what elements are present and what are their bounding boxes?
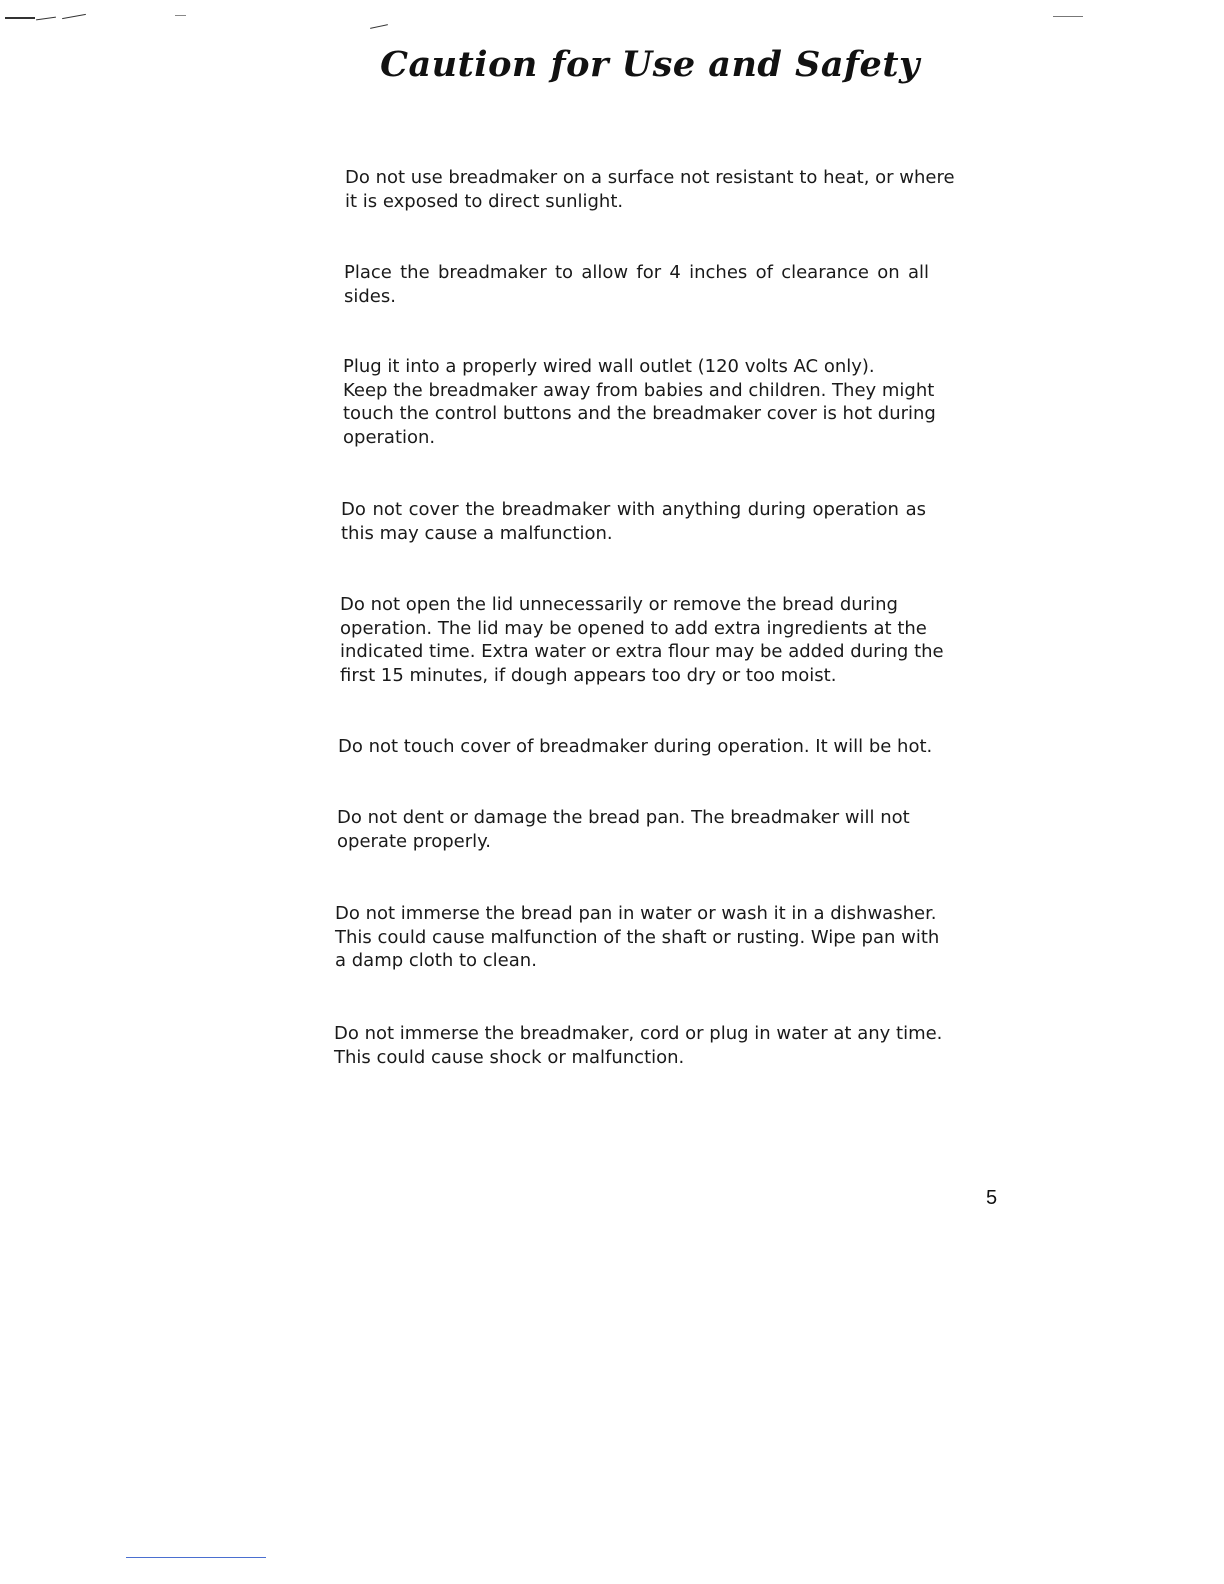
caution-paragraph-5 bbox=[340, 593, 944, 687]
paragraph-line: touch the control buttons and the breadmaker cover is hot during bbox=[343, 403, 936, 424]
paragraph-line: Do not touch cover of breadmaker during operation. It will be hot. bbox=[338, 736, 933, 757]
caution-paragraph-2 bbox=[344, 261, 929, 308]
paragraph-line: first 15 minutes, if dough appears too dry or too moist. bbox=[340, 664, 837, 686]
footer-rule bbox=[126, 1557, 266, 1558]
page-title: Caution for Use and Safety bbox=[380, 44, 920, 85]
caution-paragraph-1 bbox=[345, 166, 955, 213]
paragraph-line: sides. bbox=[344, 285, 396, 307]
scan-mark bbox=[36, 17, 56, 21]
paragraph-line: operate properly. bbox=[337, 830, 491, 852]
paragraph-line: operation. The lid may be opened to add extra ingredients at the bbox=[340, 617, 927, 639]
paragraph-line: Keep the breadmaker away from babies and children. They might bbox=[343, 379, 935, 401]
paragraph-line: This could cause malfunction of the shaft or rusting. Wipe pan with bbox=[335, 926, 940, 948]
caution-paragraph-6 bbox=[338, 735, 933, 759]
paragraph-line: it is exposed to direct sunlight. bbox=[345, 190, 624, 212]
scan-mark bbox=[1053, 16, 1083, 17]
caution-paragraph-4 bbox=[341, 498, 926, 545]
caution-paragraph-3 bbox=[343, 355, 936, 449]
paragraph-line: this may cause a malfunction. bbox=[341, 522, 613, 544]
scan-mark bbox=[370, 24, 388, 29]
scan-mark bbox=[62, 14, 86, 19]
paragraph-line: Do not open the lid unnecessarily or remove the bread during bbox=[340, 594, 898, 615]
paragraph-line: indicated time. Extra water or extra flour may be added during the bbox=[340, 641, 944, 662]
paragraph-line: Do not dent or damage the bread pan. The breadmaker will not bbox=[337, 807, 910, 828]
paragraph-line: Do not cover the breadmaker with anything during operation as bbox=[341, 499, 926, 520]
page-number: 5 bbox=[986, 1187, 998, 1209]
paragraph-line: Plug it into a properly wired wall outlet (120 volts AC only). bbox=[343, 356, 875, 377]
caution-paragraph-9 bbox=[334, 1022, 943, 1069]
paragraph-line: Do not immerse the bread pan in water or wash it in a dishwasher. bbox=[335, 903, 937, 924]
scan-mark bbox=[175, 15, 186, 16]
caution-paragraph-8 bbox=[335, 902, 940, 973]
paragraph-line: a damp cloth to clean. bbox=[335, 950, 537, 971]
paragraph-line: operation. bbox=[343, 426, 436, 448]
paragraph-line: Do not immerse the breadmaker, cord or plug in water at any time. bbox=[334, 1023, 943, 1044]
paragraph-line: This could cause shock or malfunction. bbox=[334, 1046, 685, 1068]
caution-paragraph-7 bbox=[337, 806, 917, 853]
paragraph-line: Place the breadmaker to allow for 4 inches of clearance on all bbox=[344, 262, 929, 283]
scan-mark bbox=[5, 17, 35, 19]
paragraph-line: Do not use breadmaker on a surface not resistant to heat, or where bbox=[345, 167, 955, 188]
